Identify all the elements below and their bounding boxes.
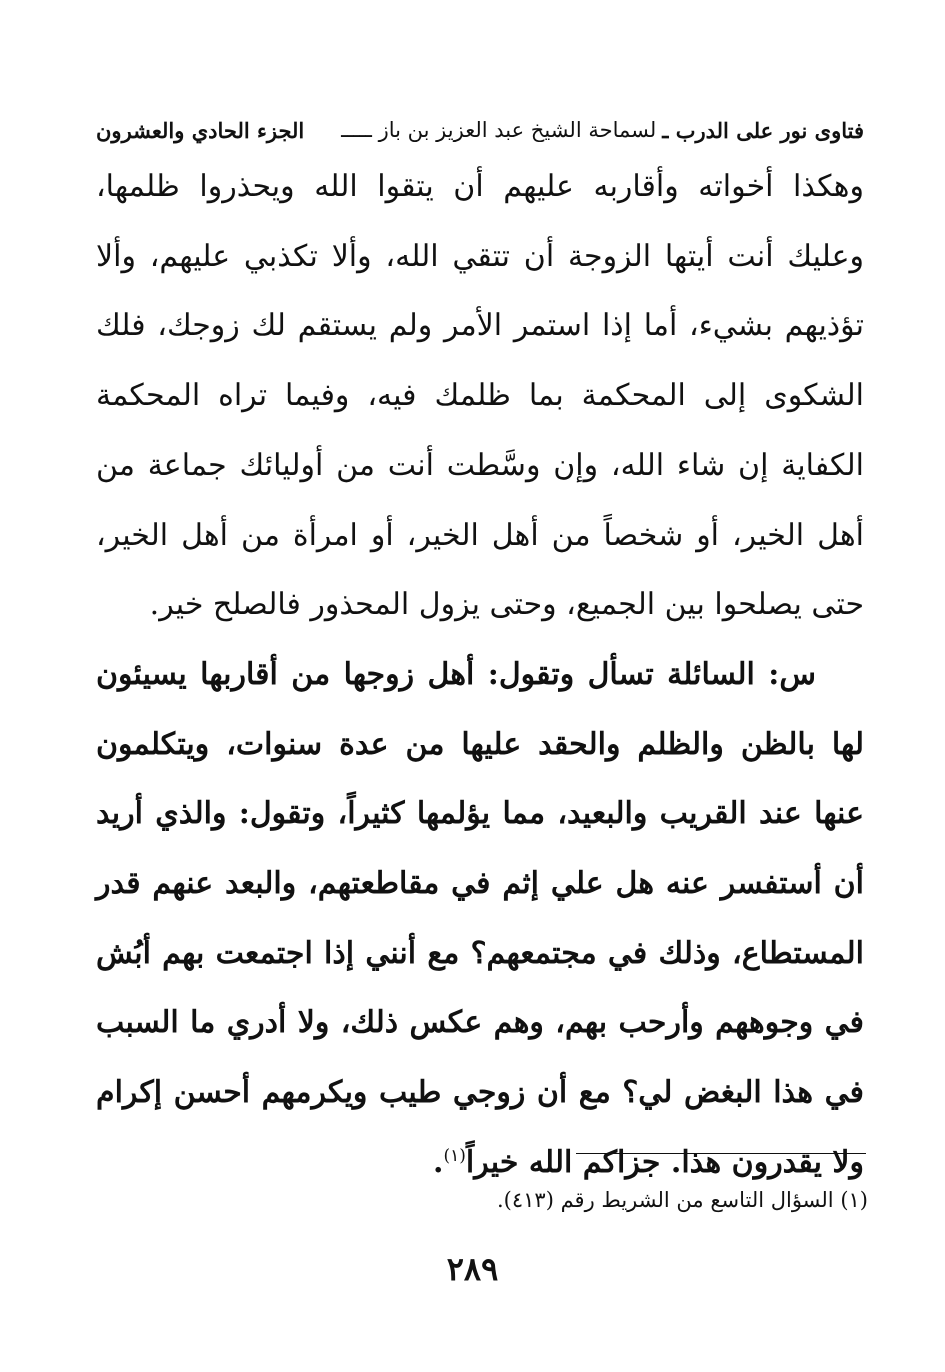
question-text: س: السائلة تسأل وتقول: أهل زوجها من أقاربها يسيئون لها بالظن والظلم والحقد عليها من عدة سنوات، ويتكلمون عنها عند القريب والبعيد، مما يؤلمها كثيراً، وتقول: والذي أريد أن أستفسر عنه هل علي إثم في مقاطعتهم، والبعد عنهم قدر المستطاع، وذلك في مجتمعهم؟ مع أنني إذا اجتمعت بهم أبُش في وجوههم وأرحب بهم، وهم عكس ذلك، ولا أدري ما السبب في هذا البغض لي؟ مع أن زوجي طيب ويكرمهم أحسن إكرام ولا يقدرون هذا. جزاكم الله خيراً xyxy=(96,656,864,1180)
footnote-divider xyxy=(576,1153,866,1154)
running-header xyxy=(96,108,864,152)
page-number: ٢٨٩ xyxy=(446,1250,499,1288)
body-text xyxy=(96,152,864,1198)
footnote: (١) السؤال التاسع من الشريط رقم (٤١٣). xyxy=(496,1188,868,1212)
footnote-reference[interactable]: (١) xyxy=(443,1145,466,1166)
volume-label: الجزء الحادي والعشرون xyxy=(96,117,305,143)
question-end-punct: . xyxy=(433,1144,444,1180)
author-name: لسماحة الشيخ عبد العزيز بن باز ـــــ xyxy=(341,118,657,142)
question-paragraph xyxy=(96,640,864,1198)
answer-continuation-paragraph: وهكذا أخواته وأقاربه عليهم أن يتقوا الله ويحذروا ظلمها، وعليك أنت أيتها الزوجة أن تتقي الله، وألا تكذبي عليهم، وألا تؤذيهم بشيء، أما إذا استمر الأمر ولم يستقم لك زوجك، فلك الشكوى إلى المحكمة بما ظلمك فيه، وفيما تراه المحكمة الكفاية إن شاء الله، وإن وسَّطت أنت من أوليائك جماعة من أهل الخير، أو شخصاً من أهل الخير، أو امرأة من أهل الخير، حتى يصلحوا بين الجميع، وحتى يزول المحذور فالصلح خير. xyxy=(96,169,864,623)
book-title: فتاوى نور على الدرب ـ xyxy=(662,117,864,143)
